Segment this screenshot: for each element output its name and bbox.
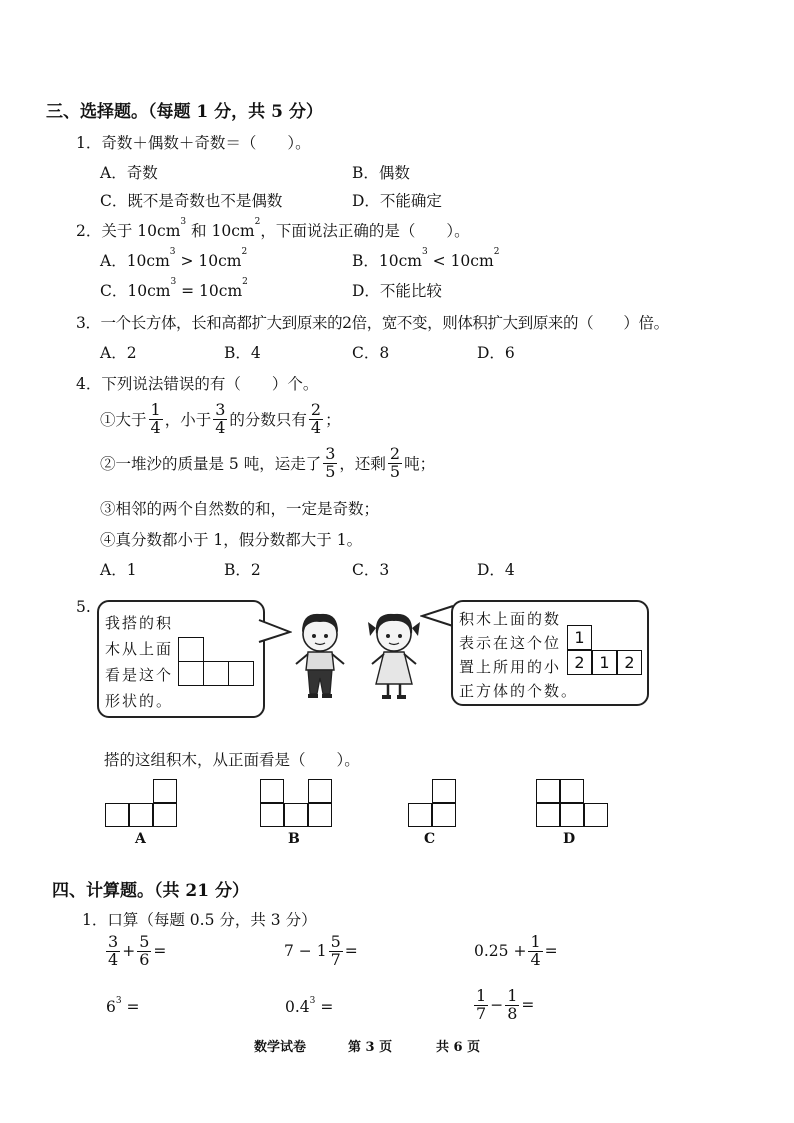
- expression-text: 6: [106, 998, 116, 1016]
- denominator: 4: [310, 417, 322, 437]
- statement-text: ；: [325, 411, 341, 430]
- fraction: [213, 402, 227, 437]
- q4-stem: 4．下列说法错误的有（ ）个。: [76, 375, 319, 393]
- q1-option-a: A．奇数: [100, 164, 158, 182]
- footer-subject: 数学试卷: [254, 1040, 307, 1055]
- footer-page-number: 第 3 页: [348, 1040, 393, 1055]
- q2-stem-part: ，下面说法正确的是（ ）。: [260, 222, 470, 240]
- option-text: C．10cm: [100, 282, 171, 300]
- q1-option-c: C．既不是奇数也不是偶数: [100, 192, 283, 210]
- count-grid-cell: 2: [617, 650, 642, 675]
- option-c-square: [408, 803, 432, 827]
- statement-text: ①大于: [100, 411, 147, 430]
- q4-statement-1: [100, 402, 341, 437]
- q2-option-d: D．不能比较: [352, 282, 442, 300]
- q1-option-d: D．不能确定: [352, 192, 442, 210]
- fraction: [309, 402, 323, 437]
- q5-number: 5.: [76, 598, 91, 616]
- q4-option-d: D．4: [477, 561, 515, 579]
- expression-6: [472, 988, 534, 1023]
- option-text: = 10cm: [176, 282, 243, 300]
- superscript: 3: [115, 996, 122, 1006]
- expression-5: [285, 998, 333, 1016]
- superscript: 3: [180, 217, 187, 227]
- q2-option-a: [100, 249, 247, 271]
- denominator: 7: [476, 1003, 487, 1023]
- option-d-square: [560, 779, 584, 803]
- option-text: A．10cm: [100, 252, 170, 270]
- q4-option-b: B．2: [224, 561, 261, 579]
- option-b-label: B: [288, 831, 300, 847]
- statement-text: 的分数只有: [229, 411, 307, 430]
- q2-option-b: [352, 249, 499, 271]
- superscript: 2: [493, 247, 500, 257]
- fraction: [528, 934, 542, 969]
- denominator: 4: [530, 949, 541, 969]
- numerator: 1: [150, 400, 161, 419]
- fraction: [388, 446, 402, 481]
- operator: +: [122, 942, 136, 961]
- option-text: B．10cm: [352, 252, 422, 270]
- left-bubble-line-4: 形状的。: [105, 692, 174, 710]
- option-d-square: [536, 803, 560, 827]
- top-view-square: [178, 637, 204, 662]
- left-bubble-line-1: 我搭的积: [105, 614, 174, 632]
- superscript: 3: [169, 247, 176, 257]
- q2-stem-part: 2．关于 10cm: [76, 222, 181, 240]
- denominator: 7: [330, 949, 341, 969]
- equals-sign: =: [344, 942, 358, 961]
- option-d-square: [536, 779, 560, 803]
- denominator: 4: [108, 949, 119, 969]
- q1-stem: 1．奇数＋偶数＋奇数＝（ ）。: [76, 134, 311, 152]
- q1-option-b: B．偶数: [352, 164, 410, 182]
- statement-text: 吨；: [404, 455, 436, 474]
- top-view-square: [178, 661, 204, 686]
- right-speech-bubble: [451, 600, 649, 706]
- numerator: 1: [476, 986, 487, 1005]
- expression-text: 0.25 +: [474, 942, 527, 961]
- option-b-square: [308, 803, 332, 827]
- girl-illustration: [362, 606, 426, 702]
- superscript: 3: [170, 277, 177, 287]
- option-d-square: [560, 803, 584, 827]
- numerator: 5: [330, 932, 341, 951]
- q3-stem: 3．一个长方体，长和高都扩大到原来的2倍，宽不变，则体积扩大到原来的（ ）倍。: [76, 314, 669, 332]
- right-bubble-line-4: 正方体的个数。: [459, 682, 579, 700]
- section-3-title: 三、选择题。（每题 1 分，共 5 分）: [46, 102, 323, 122]
- option-b-square: [284, 803, 308, 827]
- footer-total-pages: 共 6 页: [436, 1040, 481, 1055]
- denominator: 5: [389, 461, 401, 481]
- denominator: 4: [150, 417, 161, 437]
- numerator: 3: [325, 444, 336, 463]
- left-bubble-line-3: 看是这个: [105, 666, 174, 684]
- right-bubble-line-1: 积木上面的数: [459, 610, 562, 628]
- q5-stem: 搭的这组积木，从正面看是（ ）。: [104, 751, 360, 769]
- expression-1: [104, 934, 166, 969]
- superscript: 2: [242, 277, 248, 287]
- count-grid-cell: 1: [592, 650, 617, 675]
- top-view-square: [228, 661, 254, 686]
- numerator: 1: [530, 932, 541, 951]
- operator: −: [490, 996, 504, 1015]
- option-b-square: [308, 779, 332, 803]
- option-d-label: D: [563, 831, 576, 847]
- denominator: 8: [507, 1003, 518, 1023]
- fraction: [329, 934, 343, 969]
- q4-statement-3: ③相邻的两个自然数的和，一定是奇数；: [100, 500, 380, 518]
- equals-sign: =: [315, 998, 334, 1016]
- q3-option-d: D．6: [477, 344, 515, 362]
- expression-text: 0.4: [285, 998, 310, 1016]
- numerator: 3: [215, 400, 226, 419]
- numerator: 1: [507, 986, 518, 1005]
- count-grid-cell: 2: [567, 650, 592, 675]
- q2-stem: [76, 219, 470, 241]
- option-a-square: [153, 803, 177, 827]
- right-bubble-line-3: 置上所用的小: [459, 658, 562, 676]
- numerator: 2: [310, 400, 322, 419]
- q2-stem-part: 和 10cm: [186, 222, 255, 240]
- option-a-square: [153, 779, 177, 803]
- option-a-square: [129, 803, 153, 827]
- statement-text: ，小于: [164, 411, 212, 430]
- numerator: 3: [108, 932, 119, 951]
- denominator: 6: [139, 949, 150, 969]
- fraction: [505, 988, 519, 1023]
- equals-sign: =: [153, 942, 167, 961]
- expression-text: 7 − 1: [284, 942, 327, 961]
- fraction: [474, 988, 488, 1023]
- left-speech-bubble: [97, 600, 265, 718]
- q3-option-b: B．4: [224, 344, 261, 362]
- option-a-label: A: [135, 831, 146, 847]
- statement-text: ，还剩: [339, 455, 386, 474]
- denominator: 5: [325, 461, 336, 481]
- top-view-square: [203, 661, 229, 686]
- superscript: 2: [241, 247, 248, 257]
- option-text: > 10cm: [175, 252, 242, 270]
- q3-option-c: C．8: [352, 344, 390, 362]
- superscript: 2: [254, 217, 261, 227]
- denominator: 4: [215, 417, 226, 437]
- left-bubble-line-2: 木从上面: [105, 640, 174, 658]
- right-bubble-line-2: 表示在这个位: [459, 634, 562, 652]
- numerator: 5: [139, 932, 150, 951]
- option-b-square: [260, 779, 284, 803]
- superscript: 3: [309, 996, 316, 1006]
- count-grid-cell: 1: [567, 625, 592, 650]
- expression-2: [284, 934, 358, 969]
- fraction: [106, 934, 120, 969]
- fraction: [149, 402, 163, 437]
- equals-sign: =: [521, 996, 535, 1015]
- option-b-square: [260, 803, 284, 827]
- q2-option-c: [100, 279, 248, 301]
- fraction: [323, 446, 337, 481]
- section-4-title: 四、计算题。（共 21 分）: [52, 881, 249, 901]
- equals-sign: =: [544, 942, 558, 961]
- equals-sign: =: [121, 998, 140, 1016]
- option-c-square: [432, 803, 456, 827]
- option-c-label: C: [424, 831, 436, 847]
- numerator: 2: [389, 444, 401, 463]
- sub-question-1-title: 1．口算（每题 0.5 分，共 3 分）: [82, 911, 317, 929]
- option-d-square: [584, 803, 608, 827]
- expression-4: [106, 998, 140, 1016]
- left-bubble-tail: [258, 618, 292, 648]
- superscript: 3: [422, 247, 428, 257]
- q3-option-a: A．2: [100, 344, 137, 362]
- fraction: [137, 934, 151, 969]
- q4-statement-4: ④真分数都小于 1，假分数都大于 1。: [100, 531, 363, 549]
- q4-option-a: A．1: [100, 561, 137, 579]
- option-text: < 10cm: [427, 252, 494, 270]
- expression-3: [474, 934, 558, 969]
- option-a-square: [105, 803, 129, 827]
- q4-statement-2: [100, 446, 435, 481]
- boy-illustration: [288, 606, 352, 702]
- option-c-square: [432, 779, 456, 803]
- statement-text: ②一堆沙的质量是 5 吨，运走了: [100, 455, 322, 474]
- q4-option-c: C．3: [352, 561, 390, 579]
